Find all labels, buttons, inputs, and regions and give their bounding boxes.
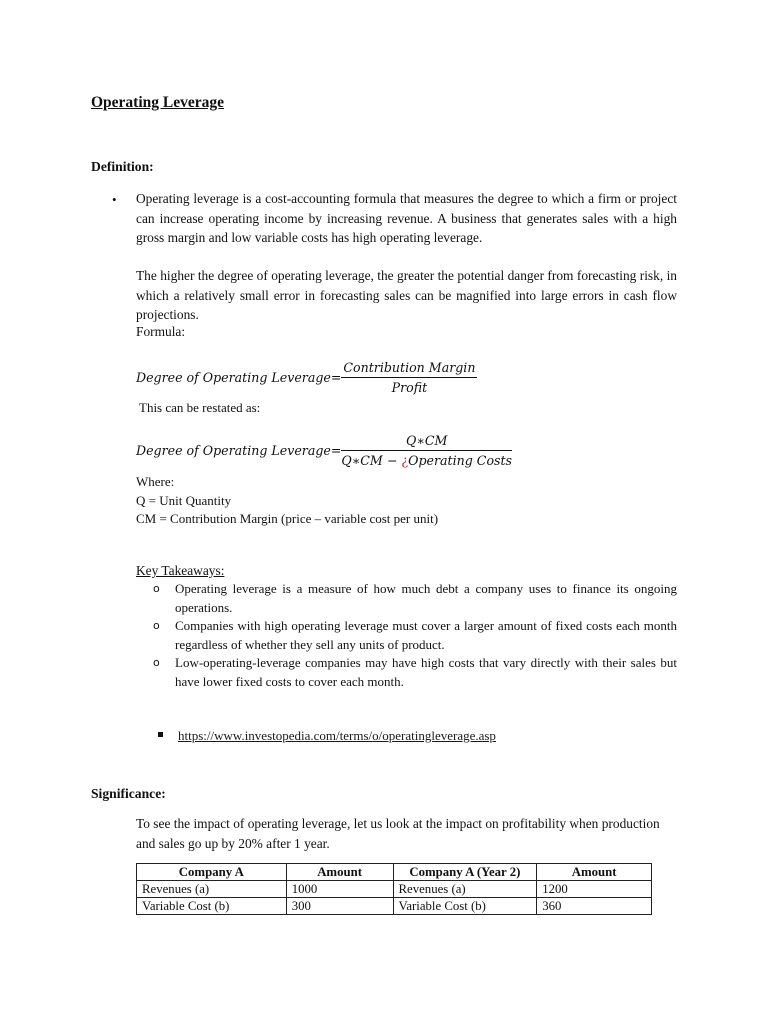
list-item (152, 617, 677, 654)
cm-definition: CM = Contribution Margin (price – variable cost per unit) (136, 511, 439, 526)
formula-1-lhs: Degree of Operating Leverage= (136, 370, 342, 385)
source-link-row (158, 728, 496, 744)
list-marker: o (153, 619, 160, 632)
formula-2-den-right: Operating Costs (408, 453, 513, 468)
table-header: Amount (537, 864, 652, 881)
list-marker: o (153, 582, 160, 595)
formula-2-fraction (341, 433, 512, 468)
comparison-table (136, 863, 652, 915)
table-cell: Variable Cost (b) (137, 898, 287, 915)
list-item-text: Companies with high operating leverage must cover a larger amount of fixed costs each month regardless of whether they sell any units of product. (175, 618, 677, 652)
source-link[interactable]: https://www.investopedia.com/terms/o/operatingleverage.asp (178, 728, 496, 743)
list-item (152, 654, 677, 691)
formula-1-numerator: Contribution Margin (341, 360, 477, 378)
definition-heading: Definition: (91, 159, 154, 174)
formula-2-denominator (341, 451, 512, 468)
table-cell: 300 (286, 898, 393, 915)
formula-1-denominator: Profit (391, 380, 428, 395)
formula-2-den-mark: ¿ (401, 453, 409, 468)
bullet-marker: • (112, 192, 117, 207)
table-cell: 1000 (286, 881, 393, 898)
table-cell: 360 (537, 898, 652, 915)
table-cell: Revenues (a) (393, 881, 537, 898)
where-label: Where: (136, 474, 175, 489)
significance-paragraph: To see the impact of operating leverage, let us look at the impact on profitability when production and sales go up by 20% after 1 year. (136, 816, 660, 851)
list-marker: o (153, 656, 160, 669)
formula-1 (136, 360, 477, 395)
formula-2 (136, 433, 512, 468)
where-block (136, 473, 438, 529)
formula-1-fraction (341, 360, 477, 395)
table-header: Company A (137, 864, 287, 881)
list-item-text: Operating leverage is a measure of how much debt a company uses to finance its ongoing operations. (175, 581, 677, 615)
table-cell: 1200 (537, 881, 652, 898)
formula-2-lhs: Degree of Operating Leverage= (136, 443, 342, 458)
significance-heading: Significance: (91, 786, 166, 801)
page-title: Operating Leverage (91, 94, 225, 111)
table-row (137, 898, 652, 915)
table-header: Amount (286, 864, 393, 881)
square-bullet-icon (158, 732, 163, 737)
table-cell: Variable Cost (b) (393, 898, 537, 915)
definition-paragraph-2: The higher the degree of operating leverage, the greater the potential danger from forecasting risk, in which a relatively small error in forecasting sales can be magnified into large errors in cash flow projections. (136, 268, 677, 322)
formula-2-numerator: Q∗CM (341, 433, 512, 451)
restated-text: This can be restated as: (139, 400, 261, 415)
table-cell: Revenues (a) (137, 881, 287, 898)
table-header-row (137, 864, 652, 881)
key-takeaways-list (152, 580, 677, 691)
table-row (137, 881, 652, 898)
table-header: Company A (Year 2) (393, 864, 537, 881)
key-takeaways-label: Key Takeaways: (136, 563, 225, 578)
formula-label: Formula: (136, 324, 186, 339)
list-item (152, 580, 677, 617)
q-definition: Q = Unit Quantity (136, 492, 232, 508)
list-item-text: Low-operating-leverage companies may have high costs that vary directly with their sales but have lower fixed costs to cover each month. (175, 655, 677, 689)
formula-2-den-left: Q∗CM − (341, 453, 398, 468)
definition-paragraph-1: Operating leverage is a cost-accounting formula that measures the degree to which a firm or project can increase operating income by increasing revenue. A business that generates sales with a high gross margin and low variable costs has high operating leverage. (136, 191, 677, 245)
